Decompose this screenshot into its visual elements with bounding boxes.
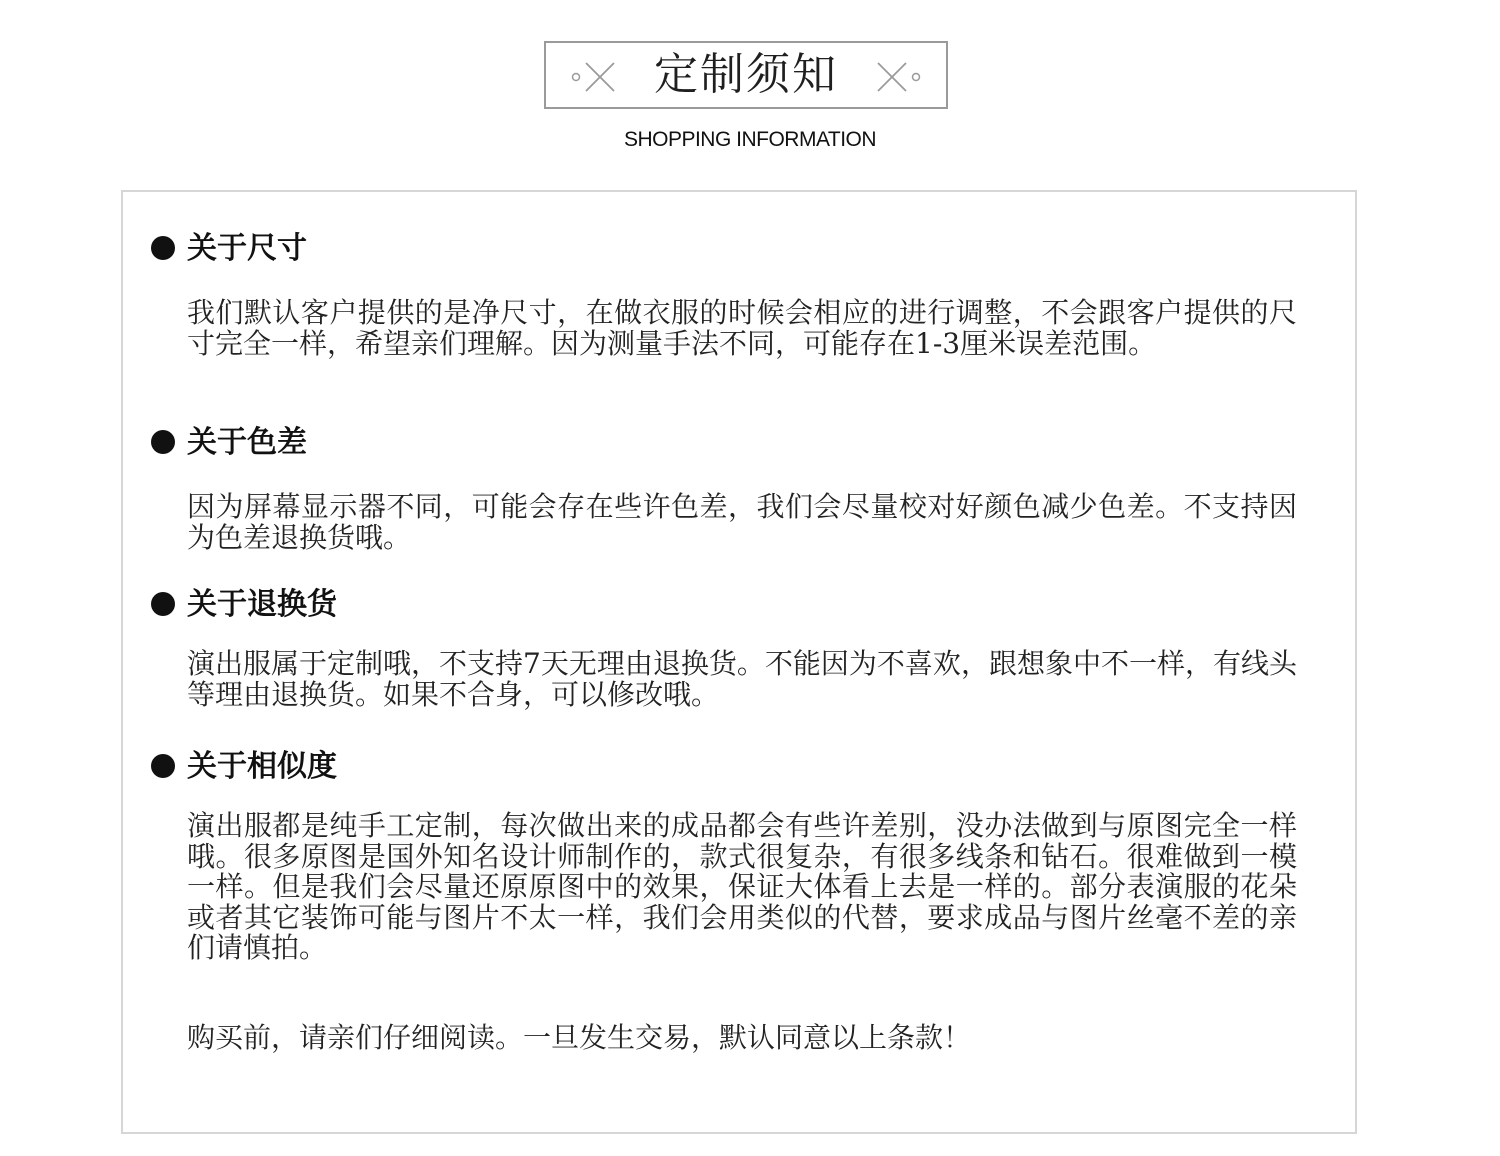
section-returns [123, 585, 1359, 711]
page-subtitle: SHOPPING INFORMATION [623, 128, 877, 151]
page-title: 定制须知 [654, 49, 838, 100]
section-heading [123, 229, 1359, 269]
bullet-icon [151, 430, 175, 454]
section-body: 演出服属于定制哦，不支持7天无理由退换货。不能因为不喜欢，跟想象中不一样，有线头等理由退换货。如果不合身，可以修改哦。 [187, 647, 1297, 711]
section-title: 关于色差 [187, 425, 307, 460]
section-title: 关于退换货 [187, 587, 337, 622]
section-title: 关于相似度 [187, 749, 337, 784]
section-similarity [123, 747, 1359, 964]
bullet-icon [151, 592, 175, 616]
section-body: 我们默认客户提供的是净尺寸，在做衣服的时候会相应的进行调整，不会跟客户提供的尺寸完全一样，希望亲们理解。因为测量手法不同，可能存在1-3厘米误差范围。 [187, 296, 1297, 360]
bullet-icon [151, 236, 175, 260]
section-heading [123, 747, 1359, 787]
bullet-icon [151, 754, 175, 778]
section-title: 关于尺寸 [187, 231, 307, 266]
cross-dot-ornament-icon [570, 55, 622, 99]
section-body: 演出服都是纯手工定制，每次做出来的成品都会有些许差别，没办法做到与原图完全一样哦。很多原图是国外知名设计师制作的，款式很复杂，有很多线条和钻石。很难做到一模一样。但是我们会尽量还原原图中的效果，保证大体看上去是一样的。部分表演服的花朵或者其它装饰可能与图片不太一样，我们会用类似的代替，要求成品与图片丝毫不差的亲们请慎拍。 [187, 809, 1297, 964]
footer-note: 购买前，请亲们仔细阅读。一旦发生交易，默认同意以上条款！ [187, 1021, 972, 1054]
section-color [123, 423, 1359, 554]
section-body: 因为屏幕显示器不同，可能会存在些许色差，我们会尽量校对好颜色减少色差。不支持因为色差退换货哦。 [187, 490, 1297, 554]
cross-dot-ornament-icon [870, 55, 922, 99]
title-box [544, 41, 948, 109]
info-panel [121, 190, 1357, 1134]
section-size [123, 229, 1359, 360]
section-heading [123, 585, 1359, 625]
section-heading [123, 423, 1359, 463]
